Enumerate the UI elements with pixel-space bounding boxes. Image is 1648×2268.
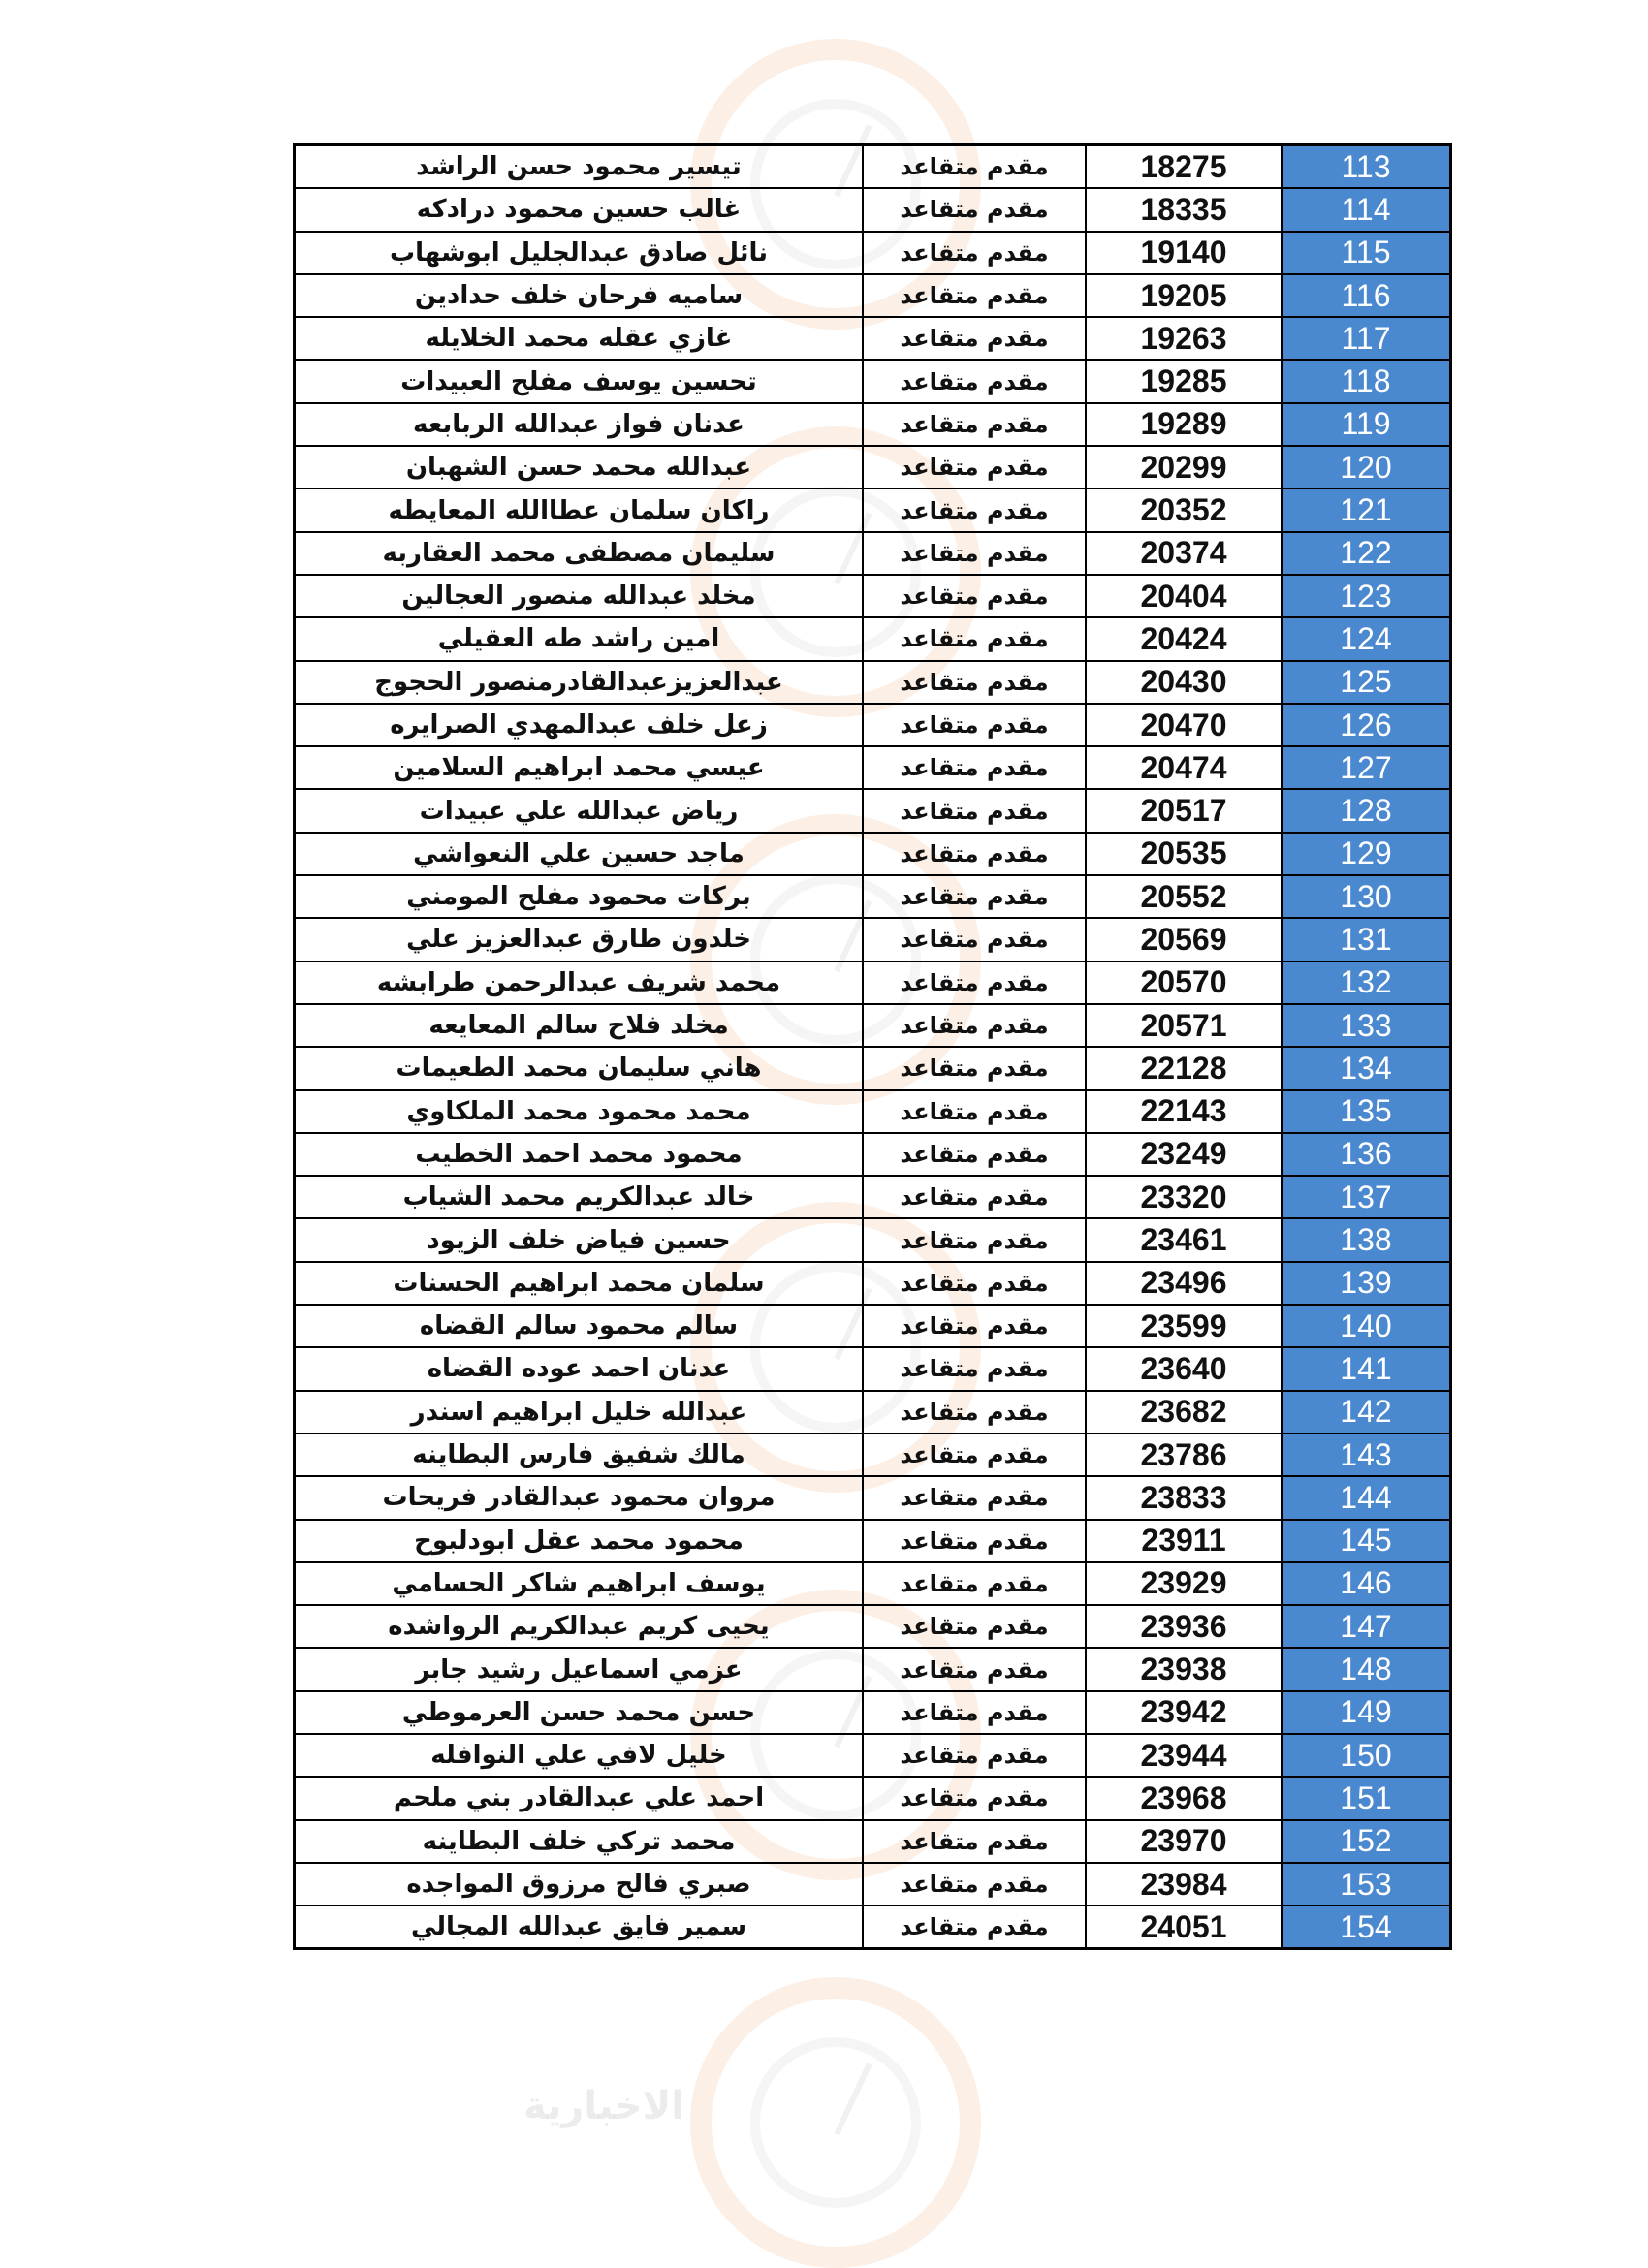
name-cell: هاني سليمان محمد الطعيمات [295,1047,864,1089]
rank-cell: مقدم متقاعد [863,1605,1086,1648]
military-number-cell: 23929 [1086,1562,1282,1605]
rank-cell: مقدم متقاعد [863,617,1086,660]
military-number-cell: 18335 [1086,188,1282,231]
retirees-table-body [295,145,1451,1949]
military-number-cell: 20430 [1086,661,1282,704]
sequence-number-cell: 122 [1282,532,1451,575]
sequence-number-cell: 130 [1282,875,1451,918]
sequence-number-cell: 125 [1282,661,1451,704]
name-cell: مخلد عبدالله منصور العجالين [295,575,864,617]
military-number-cell: 20374 [1086,532,1282,575]
name-cell: مروان محمود عبدالقادر فريحات [295,1476,864,1519]
name-cell: تيسير محمود حسن الراشد [295,145,864,189]
military-number-cell: 20570 [1086,961,1282,1004]
military-number-cell: 20552 [1086,875,1282,918]
rank-cell: مقدم متقاعد [863,833,1086,875]
military-number-cell: 23942 [1086,1691,1282,1734]
sequence-number-cell: 132 [1282,961,1451,1004]
table-row [295,1347,1451,1390]
watermark-clock-logo [690,1977,981,2268]
military-number-cell: 23786 [1086,1433,1282,1476]
name-cell: عدنان فواز عبدالله الربابعه [295,403,864,446]
rank-cell: مقدم متقاعد [863,1305,1086,1347]
sequence-number-cell: 117 [1282,317,1451,360]
sequence-number-cell: 142 [1282,1391,1451,1433]
table-row [295,704,1451,746]
military-number-cell: 23599 [1086,1305,1282,1347]
table-row [295,833,1451,875]
table-row [295,1305,1451,1347]
table-row [295,875,1451,918]
sequence-number-cell: 140 [1282,1305,1451,1347]
rank-cell: مقدم متقاعد [863,1176,1086,1218]
sequence-number-cell: 145 [1282,1520,1451,1562]
name-cell: عبدالله محمد حسن الشهبان [295,446,864,488]
military-number-cell: 20470 [1086,704,1282,746]
rank-cell: مقدم متقاعد [863,1863,1086,1906]
name-cell: حسن محمد حسن العرموطي [295,1691,864,1734]
sequence-number-cell: 116 [1282,274,1451,317]
retirees-table [293,143,1452,1950]
table-row [295,317,1451,360]
rank-cell: مقدم متقاعد [863,1133,1086,1176]
rank-cell: مقدم متقاعد [863,1433,1086,1476]
sequence-number-cell: 128 [1282,789,1451,832]
sequence-number-cell: 129 [1282,833,1451,875]
table-row [295,1218,1451,1261]
military-number-cell: 23944 [1086,1734,1282,1777]
sequence-number-cell: 131 [1282,918,1451,961]
military-number-cell: 23249 [1086,1133,1282,1176]
name-cell: حسين فياض خلف الزيود [295,1218,864,1261]
rank-cell: مقدم متقاعد [863,1262,1086,1305]
military-number-cell: 24051 [1086,1906,1282,1949]
military-number-cell: 23682 [1086,1391,1282,1433]
table-row [295,1520,1451,1562]
sequence-number-cell: 115 [1282,232,1451,274]
table-row [295,1090,1451,1133]
military-number-cell: 23911 [1086,1520,1282,1562]
name-cell: خليل لافي علي النوافله [295,1734,864,1777]
rank-cell: مقدم متقاعد [863,1562,1086,1605]
table-row [295,617,1451,660]
military-number-cell: 20569 [1086,918,1282,961]
sequence-number-cell: 141 [1282,1347,1451,1390]
name-cell: رياض عبدالله علي عبيدات [295,789,864,832]
name-cell: عزمي اسماعيل رشيد جابر [295,1648,864,1690]
sequence-number-cell: 149 [1282,1691,1451,1734]
rank-cell: مقدم متقاعد [863,1734,1086,1777]
name-cell: سلمان محمد ابراهيم الحسنات [295,1262,864,1305]
table-row [295,1262,1451,1305]
name-cell: محمد تركي خلف البطاينه [295,1820,864,1863]
name-cell: ماجد حسين علي النعواشي [295,833,864,875]
watermark-brand-text: الاخبارية [523,2084,684,2128]
name-cell: محمد محمود محمد الملكاوي [295,1090,864,1133]
table-row [295,274,1451,317]
rank-cell: مقدم متقاعد [863,446,1086,488]
name-cell: ساميه فرحان خلف حدادين [295,274,864,317]
table-row [295,403,1451,446]
military-number-cell: 19263 [1086,317,1282,360]
sequence-number-cell: 123 [1282,575,1451,617]
sequence-number-cell: 134 [1282,1047,1451,1089]
military-number-cell: 18275 [1086,145,1282,189]
sequence-number-cell: 119 [1282,403,1451,446]
sequence-number-cell: 136 [1282,1133,1451,1176]
sequence-number-cell: 121 [1282,488,1451,531]
sequence-number-cell: 139 [1282,1262,1451,1305]
military-number-cell: 19289 [1086,403,1282,446]
table-row [295,1820,1451,1863]
military-number-cell: 23984 [1086,1863,1282,1906]
table-row [295,1433,1451,1476]
name-cell: غالب حسين محمود درادكه [295,188,864,231]
sequence-number-cell: 124 [1282,617,1451,660]
name-cell: خلدون طارق عبدالعزيز علي [295,918,864,961]
military-number-cell: 20474 [1086,746,1282,789]
rank-cell: مقدم متقاعد [863,746,1086,789]
rank-cell: مقدم متقاعد [863,188,1086,231]
table-row [295,488,1451,531]
name-cell: يحيى كريم عبدالكريم الرواشده [295,1605,864,1648]
military-number-cell: 23320 [1086,1176,1282,1218]
rank-cell: مقدم متقاعد [863,661,1086,704]
name-cell: غازي عقله محمد الخلايله [295,317,864,360]
table-row [295,1047,1451,1089]
rank-cell: مقدم متقاعد [863,145,1086,189]
table-row [295,961,1451,1004]
rank-cell: مقدم متقاعد [863,232,1086,274]
sequence-number-cell: 154 [1282,1906,1451,1949]
military-number-cell: 22128 [1086,1047,1282,1089]
military-number-cell: 23968 [1086,1777,1282,1819]
rank-cell: مقدم متقاعد [863,1476,1086,1519]
rank-cell: مقدم متقاعد [863,1218,1086,1261]
table-row [295,918,1451,961]
table-row [295,1906,1451,1949]
table-row [295,746,1451,789]
name-cell: عبدالله خليل ابراهيم اسندر [295,1391,864,1433]
name-cell: مخلد فلاح سالم المعايعه [295,1004,864,1047]
name-cell: بركات محمود مفلح المومني [295,875,864,918]
table-row [295,446,1451,488]
sequence-number-cell: 137 [1282,1176,1451,1218]
rank-cell: مقدم متقاعد [863,1047,1086,1089]
rank-cell: مقدم متقاعد [863,1691,1086,1734]
name-cell: تحسين يوسف مفلح العبيدات [295,360,864,402]
military-number-cell: 23640 [1086,1347,1282,1390]
name-cell: مالك شفيق فارس البطاينه [295,1433,864,1476]
rank-cell: مقدم متقاعد [863,1648,1086,1690]
table-row [295,1176,1451,1218]
sequence-number-cell: 118 [1282,360,1451,402]
name-cell: زعل خلف عبدالمهدي الصرايره [295,704,864,746]
table-row [295,1004,1451,1047]
sequence-number-cell: 144 [1282,1476,1451,1519]
table-row [295,661,1451,704]
sequence-number-cell: 153 [1282,1863,1451,1906]
sequence-number-cell: 147 [1282,1605,1451,1648]
sequence-number-cell: 150 [1282,1734,1451,1777]
sequence-number-cell: 152 [1282,1820,1451,1863]
military-number-cell: 23970 [1086,1820,1282,1863]
name-cell: عبدالعزيزعبدالقادرمنصور الحجوج [295,661,864,704]
rank-cell: مقدم متقاعد [863,875,1086,918]
name-cell: سليمان مصطفى محمد العقاربه [295,532,864,575]
name-cell: محمود محمد عقل ابودلبوح [295,1520,864,1562]
military-number-cell: 20299 [1086,446,1282,488]
name-cell: يوسف ابراهيم شاكر الحسامي [295,1562,864,1605]
rank-cell: مقدم متقاعد [863,317,1086,360]
military-number-cell: 19285 [1086,360,1282,402]
military-number-cell: 23936 [1086,1605,1282,1648]
name-cell: احمد علي عبدالقادر بني ملحم [295,1777,864,1819]
military-number-cell: 23833 [1086,1476,1282,1519]
military-number-cell: 22143 [1086,1090,1282,1133]
name-cell: صبري فالح مرزوق المواجده [295,1863,864,1906]
name-cell: سمير فايق عبدالله المجالي [295,1906,864,1949]
military-number-cell: 20571 [1086,1004,1282,1047]
sequence-number-cell: 126 [1282,704,1451,746]
name-cell: سالم محمود سالم القضاه [295,1305,864,1347]
sequence-number-cell: 133 [1282,1004,1451,1047]
table-row [295,1777,1451,1819]
military-number-cell: 19140 [1086,232,1282,274]
military-number-cell: 23496 [1086,1262,1282,1305]
table-row [295,1691,1451,1734]
table-row [295,789,1451,832]
table-row [295,532,1451,575]
military-number-cell: 20352 [1086,488,1282,531]
sequence-number-cell: 138 [1282,1218,1451,1261]
sequence-number-cell: 120 [1282,446,1451,488]
rank-cell: مقدم متقاعد [863,1820,1086,1863]
name-cell: امين راشد طه العقيلي [295,617,864,660]
table-row [295,1562,1451,1605]
sequence-number-cell: 113 [1282,145,1451,189]
table-row [295,232,1451,274]
military-number-cell: 19205 [1086,274,1282,317]
rank-cell: مقدم متقاعد [863,1004,1086,1047]
table-row [295,575,1451,617]
rank-cell: مقدم متقاعد [863,360,1086,402]
rank-cell: مقدم متقاعد [863,1391,1086,1433]
table-row [295,1648,1451,1690]
sequence-number-cell: 146 [1282,1562,1451,1605]
name-cell: عدنان احمد عوده القضاه [295,1347,864,1390]
rank-cell: مقدم متقاعد [863,704,1086,746]
rank-cell: مقدم متقاعد [863,1777,1086,1819]
military-number-cell: 23461 [1086,1218,1282,1261]
table-row [295,1476,1451,1519]
table-row [295,1863,1451,1906]
rank-cell: مقدم متقاعد [863,1347,1086,1390]
sequence-number-cell: 143 [1282,1433,1451,1476]
rank-cell: مقدم متقاعد [863,789,1086,832]
sequence-number-cell: 135 [1282,1090,1451,1133]
name-cell: عيسي محمد ابراهيم السلامين [295,746,864,789]
rank-cell: مقدم متقاعد [863,403,1086,446]
military-number-cell: 20424 [1086,617,1282,660]
military-number-cell: 23938 [1086,1648,1282,1690]
military-number-cell: 20517 [1086,789,1282,832]
military-number-cell: 20535 [1086,833,1282,875]
name-cell: محمد شريف عبدالرحمن طرابشه [295,961,864,1004]
rank-cell: مقدم متقاعد [863,1090,1086,1133]
table-row [295,1133,1451,1176]
sequence-number-cell: 148 [1282,1648,1451,1690]
table-row [295,360,1451,402]
sequence-number-cell: 151 [1282,1777,1451,1819]
name-cell: محمود محمد احمد الخطيب [295,1133,864,1176]
table-row [295,1605,1451,1648]
military-number-cell: 20404 [1086,575,1282,617]
name-cell: نائل صادق عبدالجليل ابوشهاب [295,232,864,274]
table-row [295,1391,1451,1433]
table-row [295,1734,1451,1777]
name-cell: خالد عبدالكريم محمد الشياب [295,1176,864,1218]
rank-cell: مقدم متقاعد [863,575,1086,617]
rank-cell: مقدم متقاعد [863,961,1086,1004]
rank-cell: مقدم متقاعد [863,274,1086,317]
rank-cell: مقدم متقاعد [863,1520,1086,1562]
sequence-number-cell: 127 [1282,746,1451,789]
rank-cell: مقدم متقاعد [863,532,1086,575]
rank-cell: مقدم متقاعد [863,488,1086,531]
sequence-number-cell: 114 [1282,188,1451,231]
name-cell: راكان سلمان عطاالله المعايطه [295,488,864,531]
table-row [295,188,1451,231]
rank-cell: مقدم متقاعد [863,1906,1086,1949]
table-row [295,145,1451,189]
rank-cell: مقدم متقاعد [863,918,1086,961]
